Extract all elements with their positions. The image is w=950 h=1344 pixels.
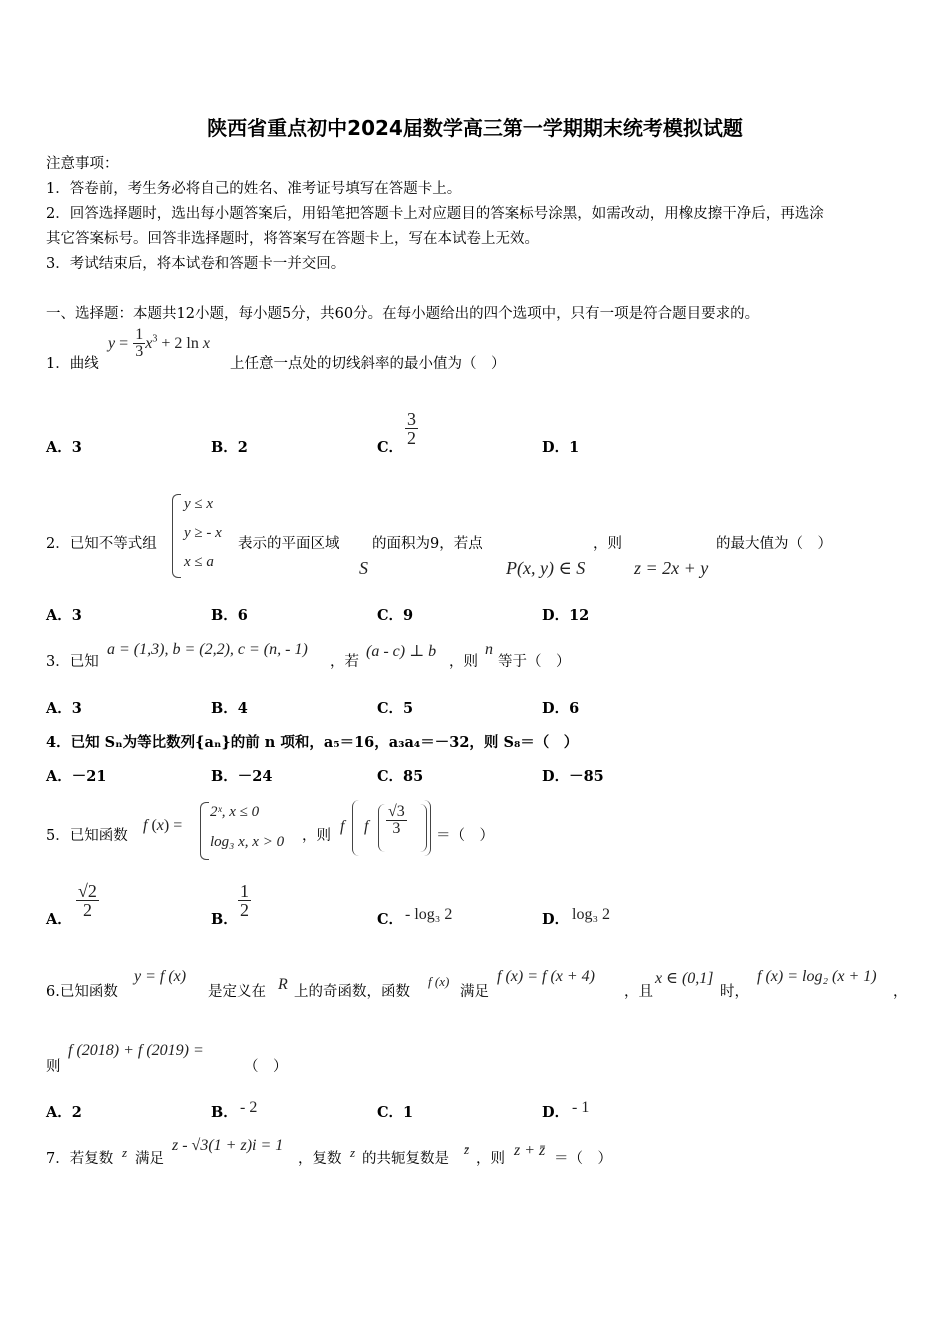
q1-formula: y = $\frac{1}{3}$ $x^3 + 2$ ln x (108, 326, 210, 360)
q1-c-num: 3 (407, 409, 416, 429)
q7-z: z (122, 1145, 128, 1160)
page-title: 陕西省重点初中2024届数学高三第一学期期末统考模拟试题 (207, 116, 743, 140)
q1-frac: $\frac{1}{3}$ (135, 326, 144, 360)
q2-option-a: A．3 (46, 607, 82, 624)
q6-f5: f (x) = log₂ (x + 1) (757, 968, 877, 985)
q6-text-5: 时， (720, 984, 749, 1000)
q5-option-c: C． (377, 911, 404, 928)
section-heading: 一、选择题：本题共12小题，每小题5分，共60分。在每小题给出的四个选项中，只有一项是符合题目要求的。 (46, 306, 760, 322)
q2-text-2: 的面积为9，若点 (372, 536, 483, 552)
q4-option-d: D．－85 (542, 768, 604, 785)
q2-prefix: 2．已知不等式组 (46, 536, 157, 552)
q2-system-line-3: x ≤ a (184, 554, 214, 570)
notice-item-2: 2．回答选择题时，选出每小题答案后，用铅笔把答题卡上对应题目的答案标号涂黑，如需改动，用橡皮擦干净后，再选涂 (46, 206, 824, 222)
q3-option-d: D．6 (542, 700, 580, 717)
q3-condition: (a - c) ⊥ b (366, 643, 437, 660)
q2-system-brace (172, 494, 181, 578)
q7-text-1: 满足 (135, 1151, 164, 1167)
q1-option-a: A．3 (46, 439, 82, 456)
q2-objective-z: z = 2x + y (634, 558, 709, 578)
q6-text-1: 是定义在 (208, 984, 266, 1000)
q6-f2: f (x) (428, 974, 450, 989)
q4-option-c: C．85 (377, 768, 424, 785)
q7-zbar: z̄ (464, 1142, 470, 1157)
q3-option-a: A．3 (46, 700, 82, 717)
q7-text-5: ＝（ ） (554, 1151, 612, 1167)
q6-line2-suffix: （ ） (244, 1059, 288, 1075)
q5-option-b: B． (211, 911, 238, 928)
q7-sum: z + z̄ (514, 1142, 546, 1159)
q5-text-2: ＝（ ） (436, 828, 494, 844)
q1-option-c-value (405, 410, 418, 447)
q6-option-b: B． (211, 1104, 238, 1121)
q5-option-a: A． (46, 911, 72, 928)
q5-option-c-value: - log₃ 2 (405, 906, 453, 923)
q1-option-d: D．1 (542, 439, 580, 456)
q1-option-c: C． (377, 439, 404, 456)
q3-option-c: C．5 (377, 700, 414, 717)
q2-system-line-1: y ≤ x (184, 496, 214, 512)
q6-option-c: C．1 (377, 1104, 414, 1121)
q2-option-c: C．9 (377, 607, 414, 624)
notice-item-3: 3．考试结束后，将本试卷和答题卡一并交回。 (46, 256, 346, 272)
q5-text-1: ，则 (302, 828, 331, 844)
q5-function-f: f (x) = (143, 817, 183, 834)
q5-option-d-value: log₃ 2 (572, 906, 611, 923)
q3-option-b: B．4 (211, 700, 248, 717)
q4-option-a: A．－21 (46, 768, 107, 785)
q3-n: n (485, 641, 493, 658)
q6-text-3: 满足 (460, 984, 489, 1000)
q6-f6: f (2018) + f (2019) = (68, 1042, 204, 1059)
q3-text-3: 等于（ ） (498, 654, 571, 670)
q7-prefix: 7．若复数 (46, 1151, 114, 1167)
q6-text-4: ，且 (624, 984, 653, 1000)
q5-prefix: 5．已知函数 (46, 828, 128, 844)
q6-r: R (278, 976, 288, 993)
q3-text-2: ，则 (449, 654, 478, 670)
q1-prefix: 1．曲线 (46, 356, 99, 372)
q6-line2-prefix: 则 (46, 1059, 61, 1075)
q6-option-b-value: - 2 (240, 1099, 258, 1116)
q5-piece-1: 2ˣ, x ≤ 0 (210, 804, 260, 820)
q6-option-d-value: - 1 (572, 1099, 590, 1116)
q5-option-a-value (76, 882, 99, 919)
q6-option-d: D． (542, 1104, 570, 1121)
q5-option-d: D． (542, 911, 570, 928)
q5-b-den: 2 (240, 900, 249, 920)
q3-prefix: 3．已知 (46, 654, 99, 670)
q5-option-b-value (238, 882, 251, 919)
q2-point-p: P(x, y) ∈ S (506, 558, 586, 578)
q3-vectors: a = (1,3), b = (2,2), c = (n, - 1) (107, 641, 308, 658)
q7-equation: z - √3(1 + z)i = 1 (172, 1137, 284, 1154)
q1-c-den: 2 (407, 428, 416, 448)
q6-prefix: 6.已知函数 (46, 984, 118, 1000)
q5-b-num: 1 (240, 881, 249, 901)
q7-text-4: ，则 (476, 1151, 505, 1167)
q3-text-1: ，若 (330, 654, 359, 670)
q5-a-den: 2 (82, 900, 92, 920)
q1-option-b: B．2 (211, 439, 248, 456)
q7-text-3: 的共轭复数是 (362, 1151, 449, 1167)
q6-f3: f (x) = f (x + 4) (497, 968, 595, 985)
q7-z-2: z (350, 1145, 356, 1160)
q7-text-2: ，复数 (298, 1151, 342, 1167)
notice-item-1: 1．答卷前，考生务必将自己的姓名、准考证号填写在答题卡上。 (46, 181, 462, 197)
q5-piece-2: log₃ x, x > 0 (210, 834, 285, 850)
q2-text-1: 表示的平面区域 (238, 536, 340, 552)
notice-heading: 注意事项： (46, 156, 119, 172)
q5-a-num: √2 (78, 881, 97, 901)
q1-suffix: 上任意一点处的切线斜率的最小值为（ ） (230, 356, 506, 372)
q6-text-6: ， (893, 984, 908, 1000)
q2-text-3: ，则 (593, 536, 622, 552)
q6-f1: y = f (x) (134, 968, 187, 985)
q5-piece-brace (200, 802, 209, 860)
q2-system-line-2: y ≥ - x (184, 525, 222, 541)
q2-text-4: 的最大值为（ ） (716, 536, 832, 552)
q6-f4: x ∈ (0,1] (655, 970, 714, 987)
q2-region-s: S (359, 558, 368, 578)
q6-option-a: A．2 (46, 1104, 82, 1121)
q2-option-b: B．6 (211, 607, 248, 624)
q2-option-d: D．12 (542, 607, 590, 624)
q6-text-2: 上的奇函数，函数 (294, 984, 410, 1000)
notice-item-2-cont: 其它答案标号。回答非选择题时，将答案写在答题卡上，写在本试卷上无效。 (46, 231, 539, 247)
q4-text: 4．已知 Sₙ为等比数列{aₙ}的前 n 项和，a₅＝16，a₃a₄＝－32，则 S₈＝（ ） (46, 734, 579, 751)
q4-option-b: B．－24 (211, 768, 273, 785)
